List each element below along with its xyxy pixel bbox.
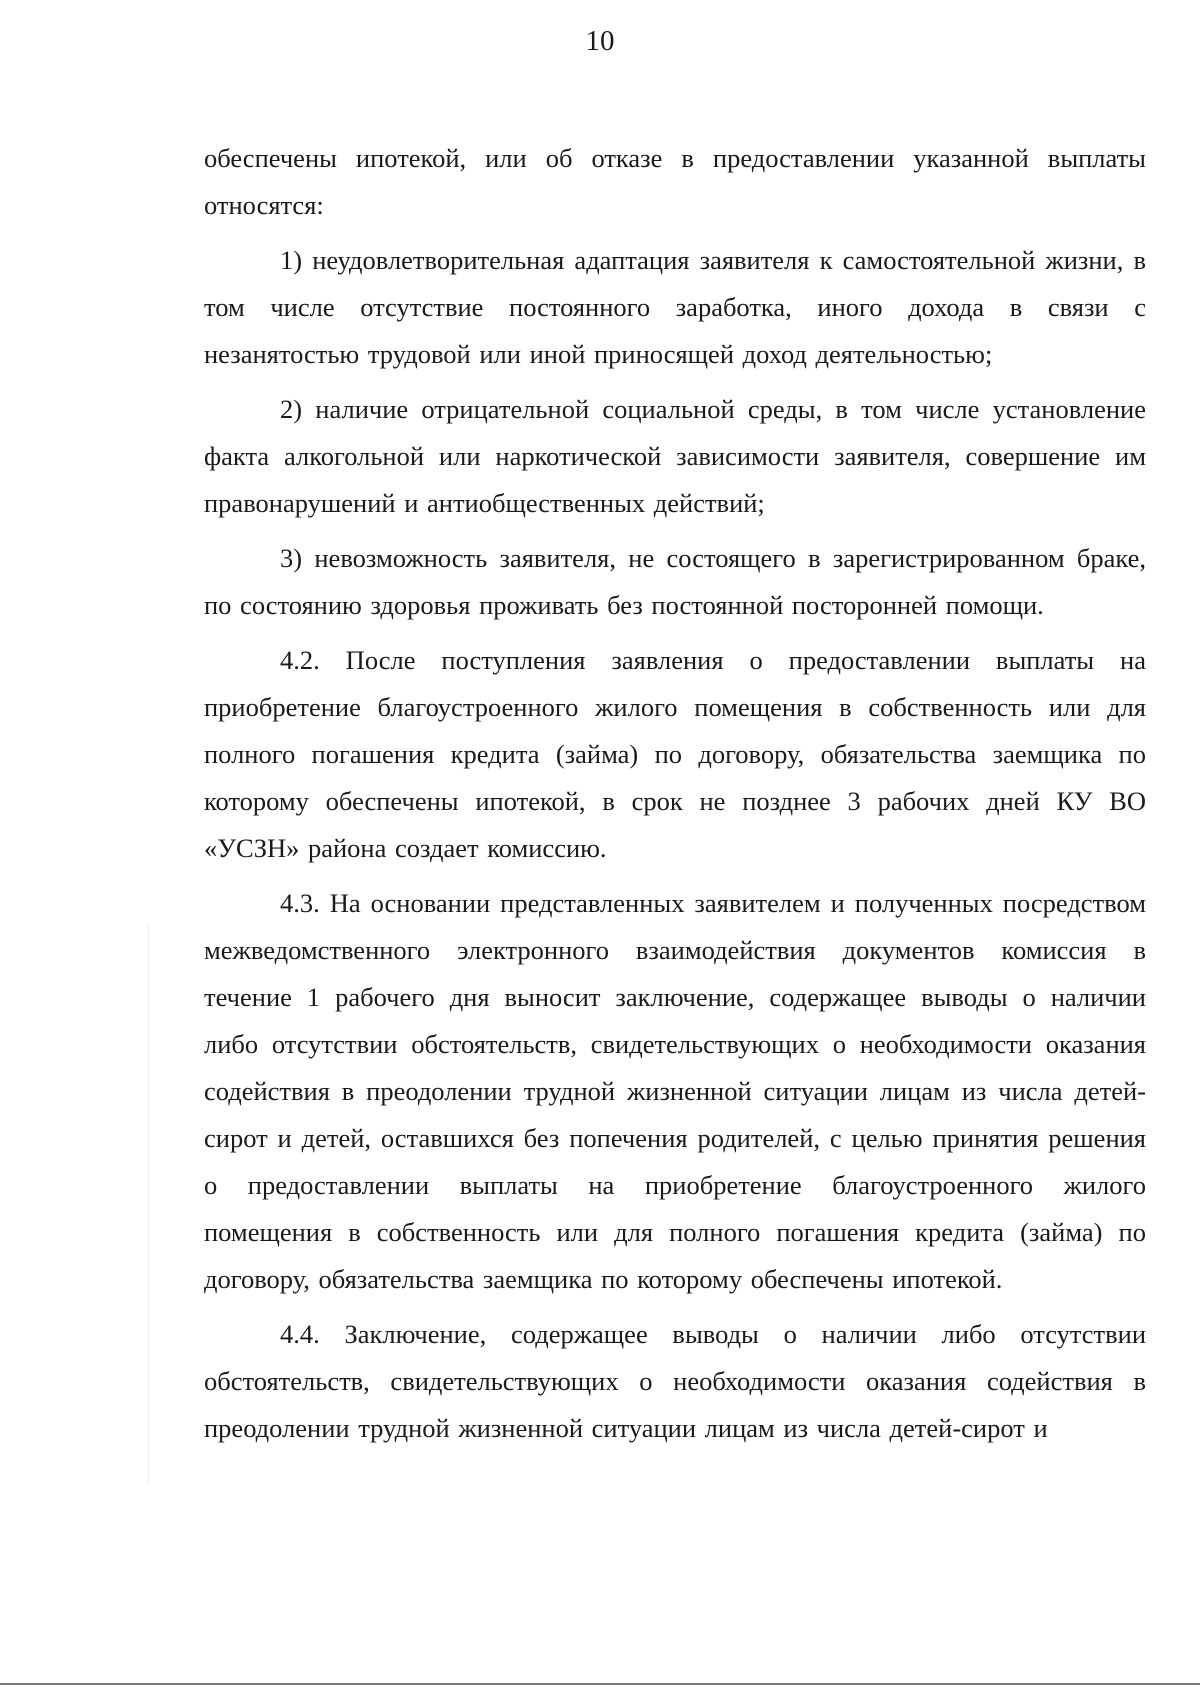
page-number: 10 [585, 25, 615, 57]
section-4-4: 4.4. Заключение, содержащее выводы о наличии либо отсутствии обстоятельств, свидетельствующих о необходимости оказания содействия в преодолении трудной жизненной ситуации лицам из числа детей-сирот и [204, 1319, 1146, 1443]
page-bottom-edge [0, 1683, 1200, 1685]
list-item-1: 1) неудовлетворительная адаптация заявителя к самостоятельной жизни, в том числе отсутствие постоянного заработка, иного дохода в связи с незанятостью трудовой или иной приносящей доход деятельностью; [204, 245, 1146, 369]
section-4-2: 4.2. После поступления заявления о предоставлении выплаты на приобретение благоустроенного жилого помещения в собственность или для полного погашения кредита (займа) по договору, обязательства заемщика по которому обеспечены ипотекой, в срок не позднее 3 рабочих дней КУ ВО «УСЗН» района создает комиссию. [204, 645, 1146, 863]
paragraph-continuation: обеспечены ипотекой, или об отказе в предоставлении указанной выплаты относятся: [204, 143, 1146, 220]
scan-margin-artifact [148, 925, 149, 1485]
list-item-2: 2) наличие отрицательной социальной среды, в том числе установление факта алкогольной или наркотической зависимости заявителя, совершение им правонарушений и антиобщественных действий; [204, 394, 1146, 518]
list-item-3: 3) невозможность заявителя, не состоящего в зарегистрированном браке, по состоянию здоровья проживать без постоянной посторонней помощи. [204, 543, 1146, 620]
section-4-3: 4.3. На основании представленных заявителем и полученных посредством межведомственного электронного взаимодействия документов комиссия в течение 1 рабочего дня выносит заключение, содержащее выводы о наличии либо отсутствии обстоятельств, свидетельствующих о необходимости оказания содействия в преодолении трудной жизненной ситуации лицам из числа детей-сирот и детей, оставшихся без попечения родителей, с целью принятия решения о предоставлении выплаты на приобретение благоустроенного жилого помещения в собственность или для полного погашения кредита (займа) по договору, обязательства заемщика по которому обеспечены ипотекой. [204, 888, 1146, 1294]
document-body [204, 135, 1146, 1460]
